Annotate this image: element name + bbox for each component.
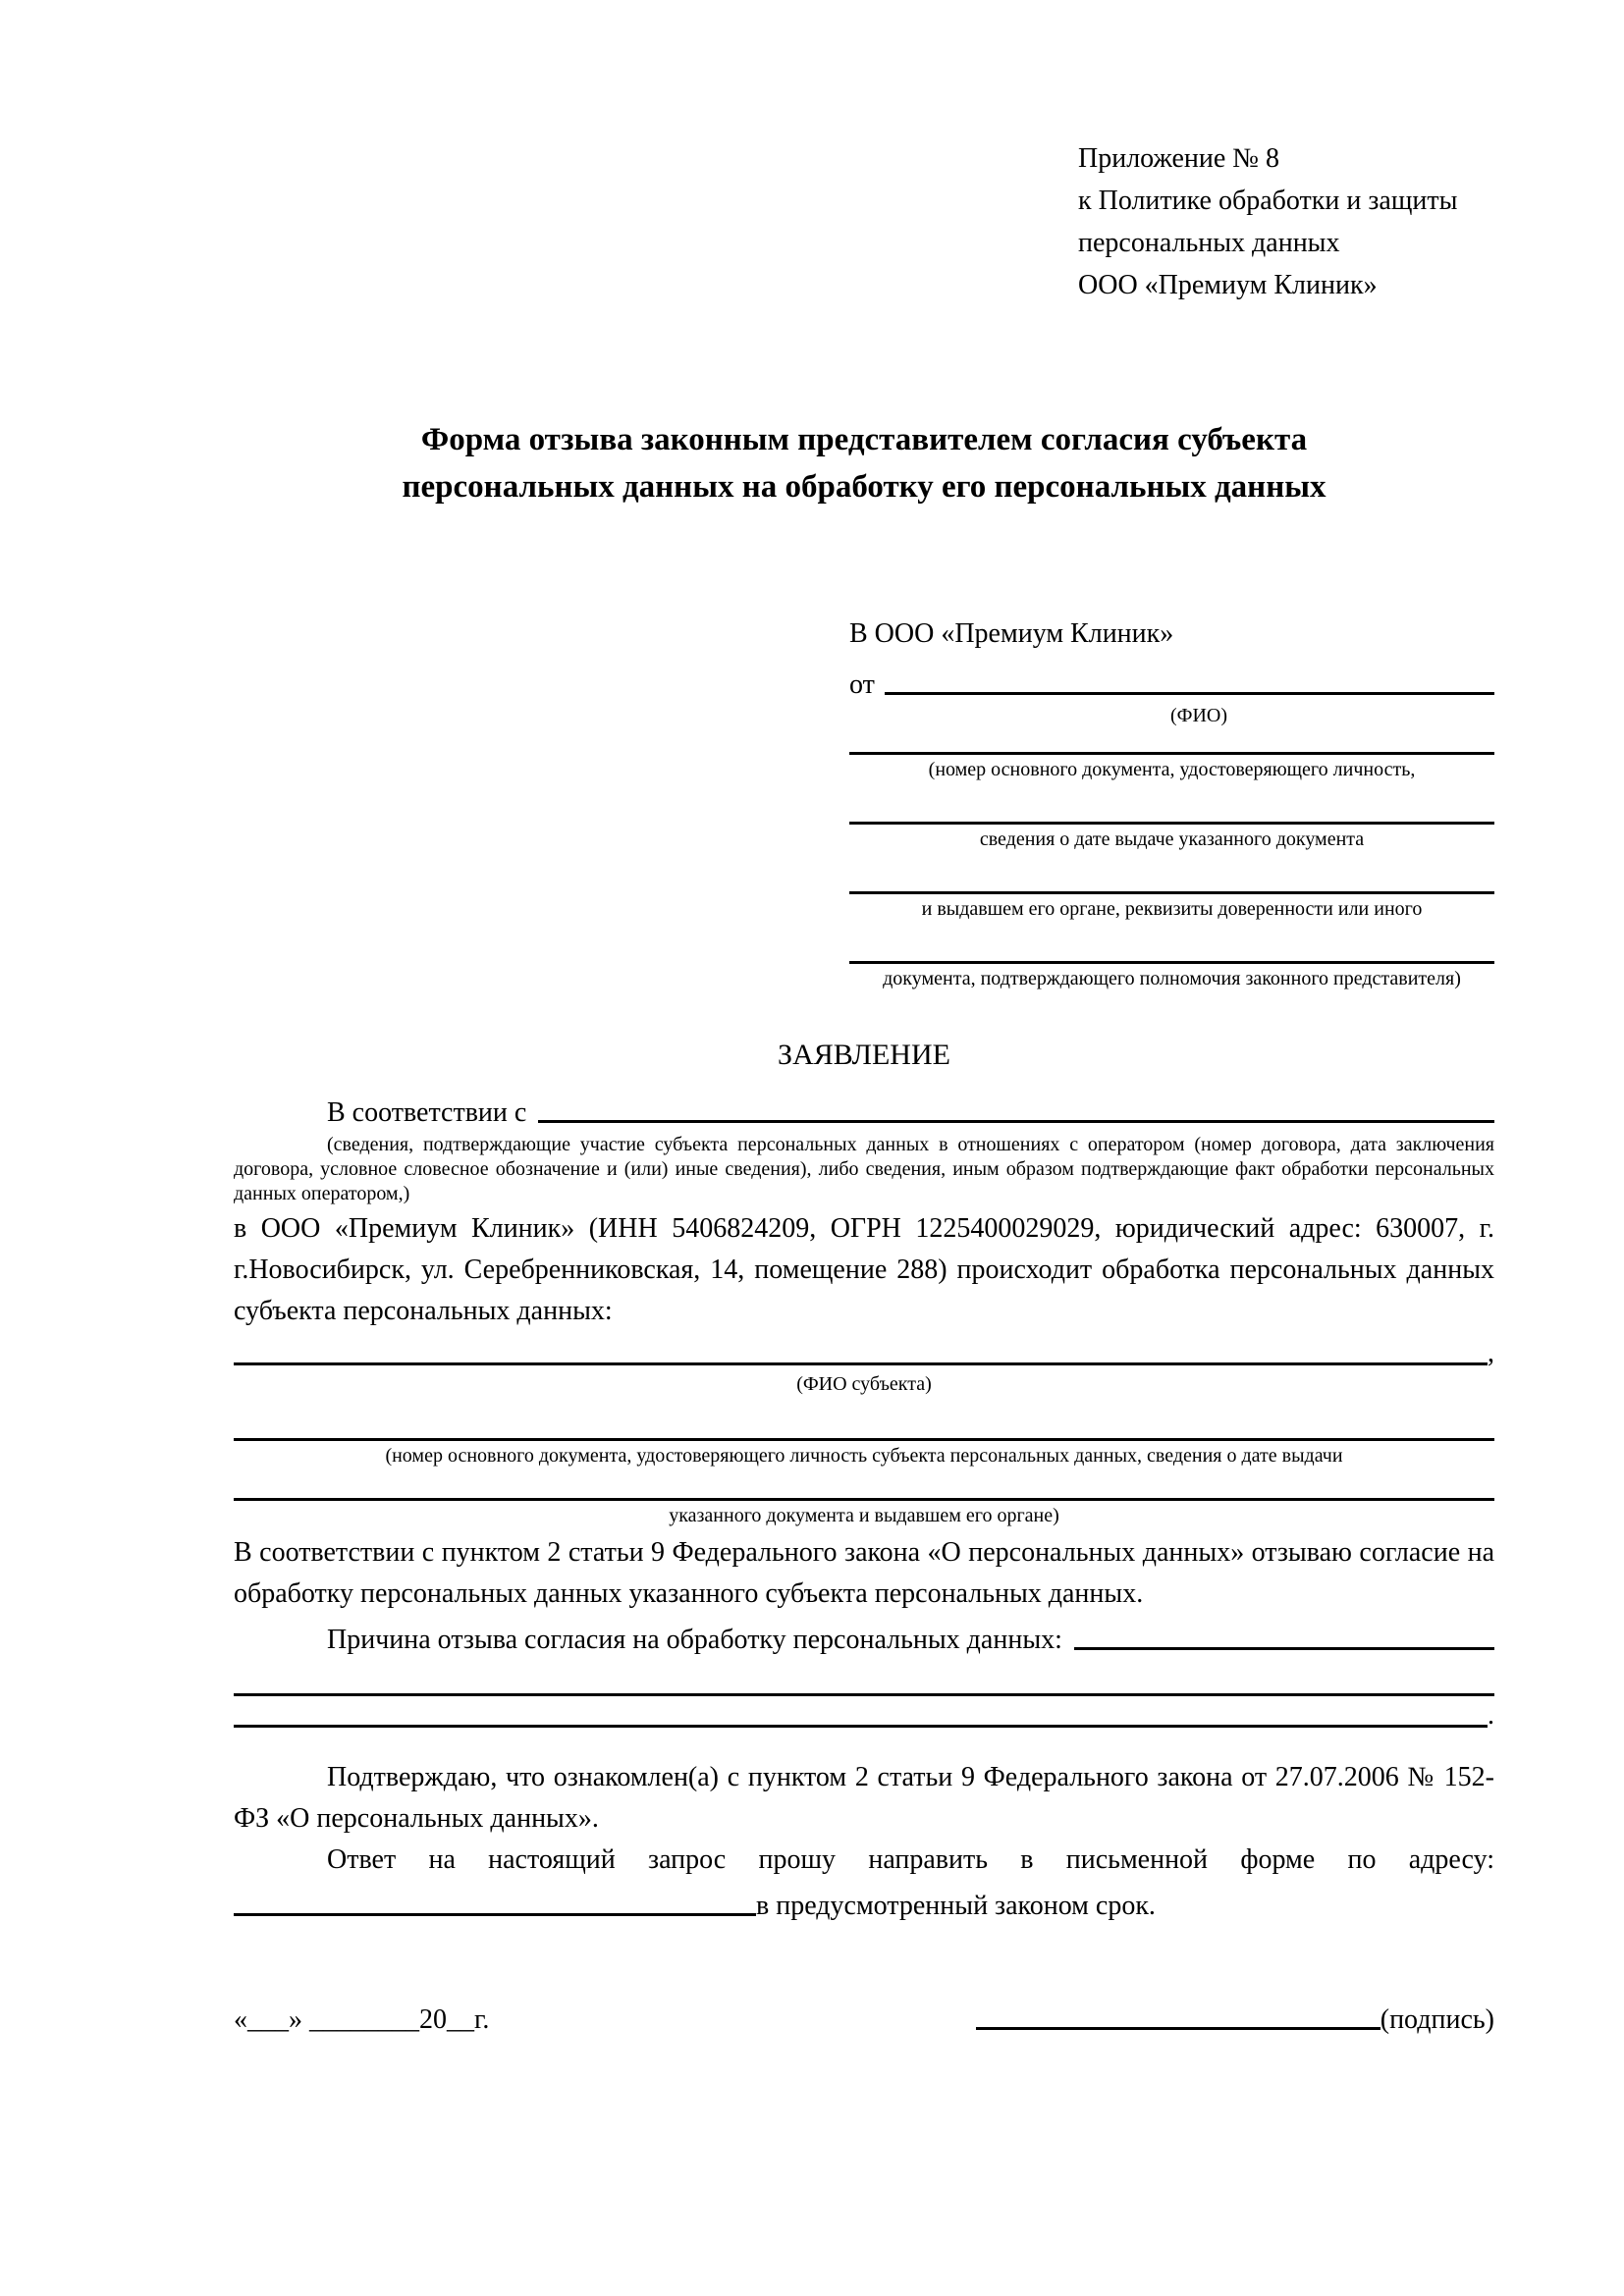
appendix-header-line-2: к Политике обработки и защиты [1078,186,1458,216]
confirm-paragraph: Подтверждаю, что ознакомлен(а) с пунктом 2 статьи 9 Федерального закона от 27.07.2006 № 152-ФЗ «О персональных данных». [234,1762,1494,1834]
withdraw-paragraph: В соответствии с пунктом 2 статьи 9 Федерального закона «О персональных данных» отзываю согласие на обработку персональных данных указанного субъекта персональных данных. [234,1537,1494,1609]
date-line: «___» ________20__г. [234,2004,490,2035]
reason-fill-line-3-row [234,1696,1494,1732]
subject-fio-fill-line [234,1362,1488,1365]
authority-confirmation-caption: документа, подтверждающего полномочия законного представителя) [883,968,1461,989]
addressee-organization: В ООО «Премиум Клиник» [849,618,1174,649]
form-title-line-1: Форма отзыва законным представителем согласия субъекта [420,422,1308,457]
addressee-block [849,613,1494,991]
fio-caption: (ФИО) [1169,705,1227,726]
accordance-field [234,1084,1494,1129]
trailing-period: . [1488,1700,1494,1731]
reason-field [234,1615,1494,1656]
form-title [234,416,1494,510]
appendix-header [1078,137,1494,306]
document-content [234,0,1494,2036]
accordance-caption: (сведения, подтверждающие участие субъекта персональных данных в отношениях с оператором (номер договора, дата заключения договора, условное словесное обозначение и (или) иные сведения), либо сведения, иным образом подтверждающие факт обработки персональных данных оператором,) [234,1134,1494,1204]
representative-document-issue-date-fill-line [849,822,1494,825]
representative-document-number-caption: (номер основного документа, удостоверяющего личность, [928,759,1416,780]
signature-field [976,2004,1494,2036]
appendix-header-line-1: Приложение № 8 [1078,143,1279,174]
subject-document-fill-line [234,1438,1494,1441]
subject-fio-field [234,1336,1494,1369]
reason-label: Причина отзыва согласия на обработку персональных данных: [327,1625,1062,1655]
accordance-label: В соответствии с [327,1097,527,1128]
subject-document-fill-line-2 [234,1498,1494,1501]
reply-tail-text: в предусмотренный законом срок. [756,1891,1156,1921]
signature-caption: (подпись) [1380,2004,1494,2035]
authority-confirmation-fill-line [849,961,1494,964]
form-title-line-2: персональных данных на обработку его персональных данных [402,469,1326,505]
appendix-header-line-4: ООО «Премиум Клиник» [1078,270,1378,300]
subject-document-caption: (номер основного документа, удостоверяющего личность субъекта персональных данных, сведения о дате выдачи [385,1445,1343,1467]
from-field [849,656,1494,701]
subject-fio-caption: (ФИО субъекта) [796,1373,932,1395]
reply-address-field [234,1881,1494,1922]
reply-paragraph: Ответ на настоящий запрос прошу направить в письменной форме по адресу: [327,1844,1494,1875]
representative-document-issue-date-caption: сведения о дате выдаче указанного документа [979,828,1365,850]
operator-paragraph: в ООО «Премиум Клиник» (ИНН 5406824209, ОГРН 1225400029029, юридический адрес: 630007, г. г.Новосибирск, ул. Серебренниковская, 14, помещение 288) происходит обработка персональных данных субъекта персональных данных: [234,1213,1494,1326]
accordance-fill-line [538,1120,1494,1123]
from-label: от [849,669,875,700]
signature-fill-line [976,2027,1380,2030]
issuing-authority-caption: и выдавшем его органе, реквизиты доверенности или иного [921,898,1423,920]
trailing-comma: , [1488,1338,1494,1368]
statement-heading: ЗАЯВЛЕНИЕ [778,1039,950,1071]
issuing-authority-fill-line [849,891,1494,894]
reason-fill-line-3 [234,1725,1488,1728]
signature-footer [234,1993,1494,2036]
representative-document-number-fill-line [849,752,1494,755]
from-name-fill-line [885,692,1494,695]
appendix-header-line-3: персональных данных [1078,228,1340,258]
reply-address-fill-line [234,1913,756,1916]
reason-fill-line [1074,1647,1494,1650]
subject-document-caption-2: указанного документа и выдавшем его органе) [669,1505,1059,1526]
